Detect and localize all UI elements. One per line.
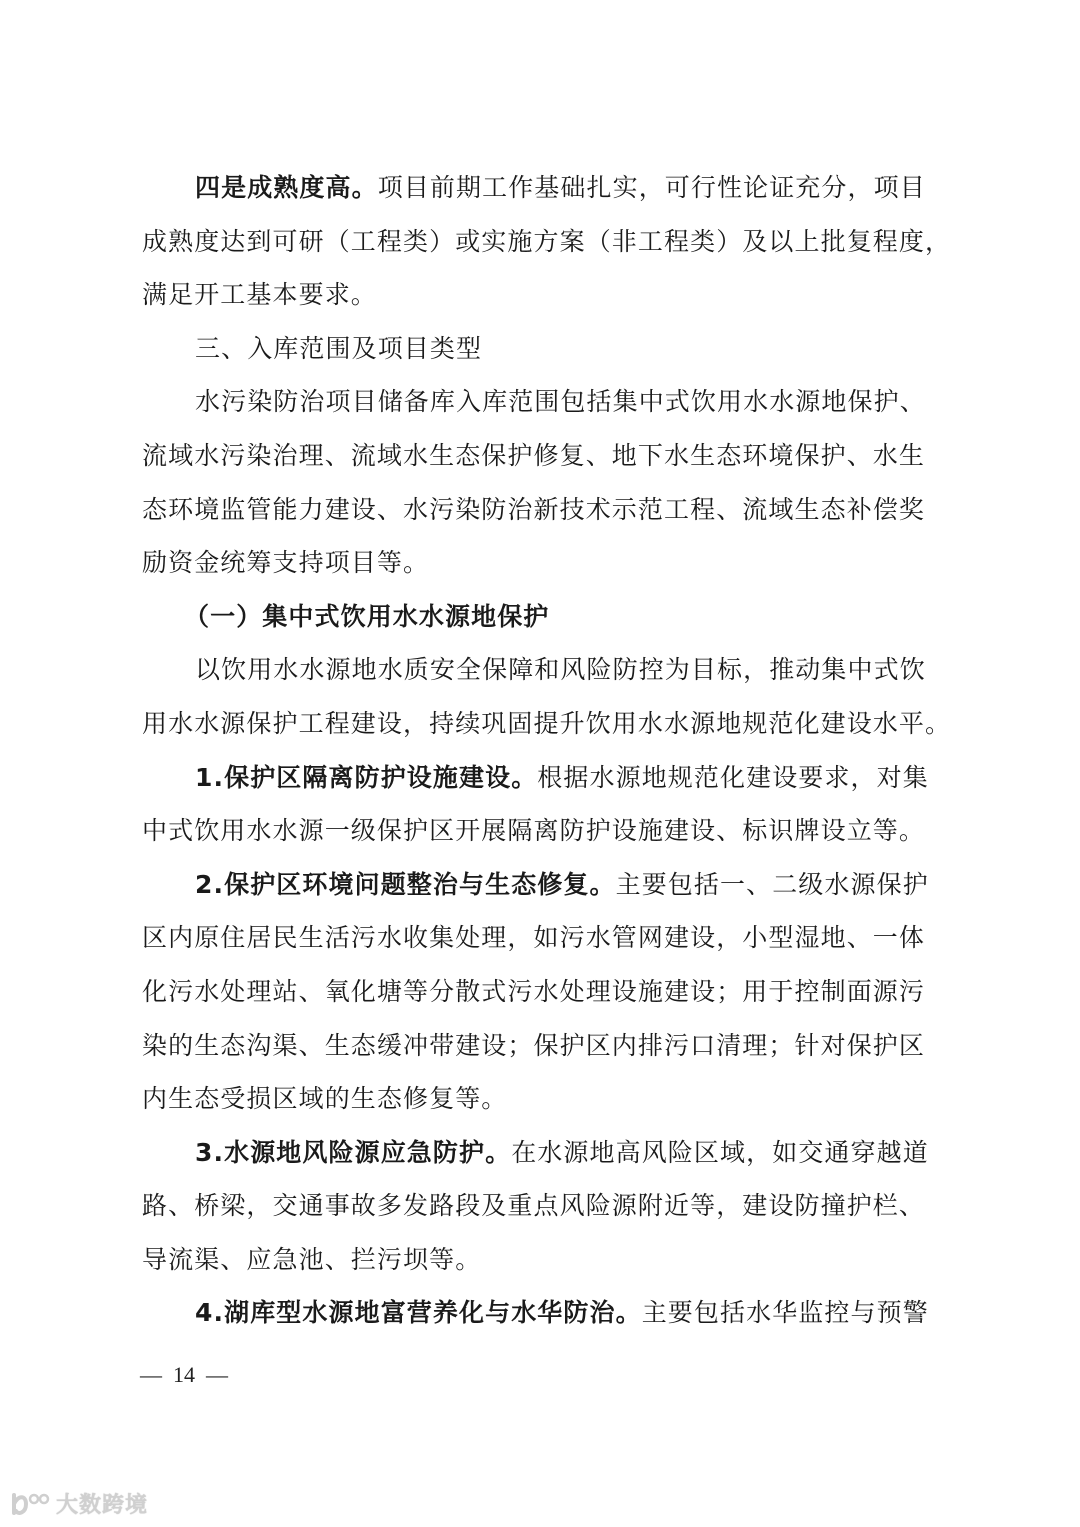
subsection-heading: （一）集中式饮用水水源地保护 <box>184 601 550 631</box>
paragraph-line <box>142 220 952 274</box>
line-text: 主要包括水华监控与预警 <box>641 1298 929 1328</box>
paragraph-line <box>142 970 942 1024</box>
paragraph-line <box>142 488 942 542</box>
bold-lead: 4.湖库型水源地富营养化与水华防治。 <box>195 1298 642 1328</box>
line-text: 用水水源保护工程建设，持续巩固提升饮用水水源地规范化建设水平。 <box>142 708 952 738</box>
line-text: 在水源地高风险区域，如交通穿越道 <box>511 1137 929 1167</box>
line-text: 成熟度达到可研（工程类）或实施方案（非工程类）及以上批复程度， <box>142 226 952 256</box>
paragraph-line <box>142 166 942 220</box>
line-text: 态环境监管能力建设、水污染防治新技术示范工程、流域生态补偿奖 <box>142 494 926 524</box>
bold-lead: 3.水源地风险源应急防护。 <box>195 1137 512 1167</box>
line-text: 导流渠、应急池、拦污坝等。 <box>142 1244 482 1274</box>
line-text: 化污水处理站、氧化塘等分散式污水处理设施建设；用于控制面源污 <box>142 976 926 1006</box>
watermark-text: 大数跨境 <box>56 1493 149 1518</box>
paragraph-line <box>142 809 942 863</box>
line-text: 染的生态沟渠、生态缓冲带建设；保护区内排污口清理；针对保护区 <box>142 1030 926 1060</box>
paragraph-line <box>142 648 942 702</box>
bold-lead: 四是成熟度高。 <box>195 173 378 202</box>
bold-lead: 1.保护区隔离防护设施建设。 <box>195 762 538 792</box>
bold-lead: 2.保护区环境问题整治与生态修复。 <box>195 869 616 899</box>
paragraph-line <box>142 541 942 595</box>
line-text: 路、桥梁，交通事故多发路段及重点风险源附近等，建设防撞护栏、 <box>142 1191 926 1221</box>
paragraph-line <box>142 380 942 434</box>
paragraph-line <box>142 1077 942 1131</box>
paragraph-line <box>142 273 942 327</box>
paragraph-line <box>142 434 942 488</box>
line-text: 区内原住居民生活污水收集处理，如污水管网建设，小型湿地、一体 <box>142 923 926 953</box>
paragraph-line <box>142 1238 942 1292</box>
section-heading: 三、入库范围及项目类型 <box>195 333 483 363</box>
line-text: 以饮用水水源地水质安全保障和风险防控为目标，推动集中式饮 <box>195 655 926 685</box>
line-text: 水污染防治项目储备库入库范围包括集中式饮用水水源地保护、 <box>195 387 926 417</box>
watermark <box>10 1488 148 1519</box>
paragraph-line <box>142 863 942 917</box>
line-text: 主要包括一、二级水源保护 <box>615 869 929 899</box>
line-text: 流域水污染治理、流域水生态保护修复、地下水生态环境保护、水生 <box>142 440 926 470</box>
line-text: 内生态受损区域的生态修复等。 <box>142 1084 508 1114</box>
paragraph-line <box>142 916 942 970</box>
paragraph-line <box>142 1184 942 1238</box>
watermark-logo-icon <box>10 1491 50 1517</box>
paragraph-line <box>142 1291 942 1345</box>
line-text: 根据水源地规范化建设要求，对集 <box>537 762 929 792</box>
line-text: 满足开工基本要求。 <box>142 280 377 310</box>
document-body <box>142 166 952 1345</box>
page-number: — 14 — <box>140 1362 228 1387</box>
line-text: 项目前期工作基础扎实，可行性论证充分，项目 <box>377 173 926 202</box>
line-text: 励资金统筹支持项目等。 <box>142 548 430 578</box>
line-text: 中式饮用水水源一级保护区开展隔离防护设施建设、标识牌设立等。 <box>142 816 926 846</box>
paragraph-line <box>142 1024 942 1078</box>
paragraph-line <box>142 756 942 810</box>
paragraph-line <box>142 1131 942 1185</box>
paragraph-line <box>142 702 952 756</box>
